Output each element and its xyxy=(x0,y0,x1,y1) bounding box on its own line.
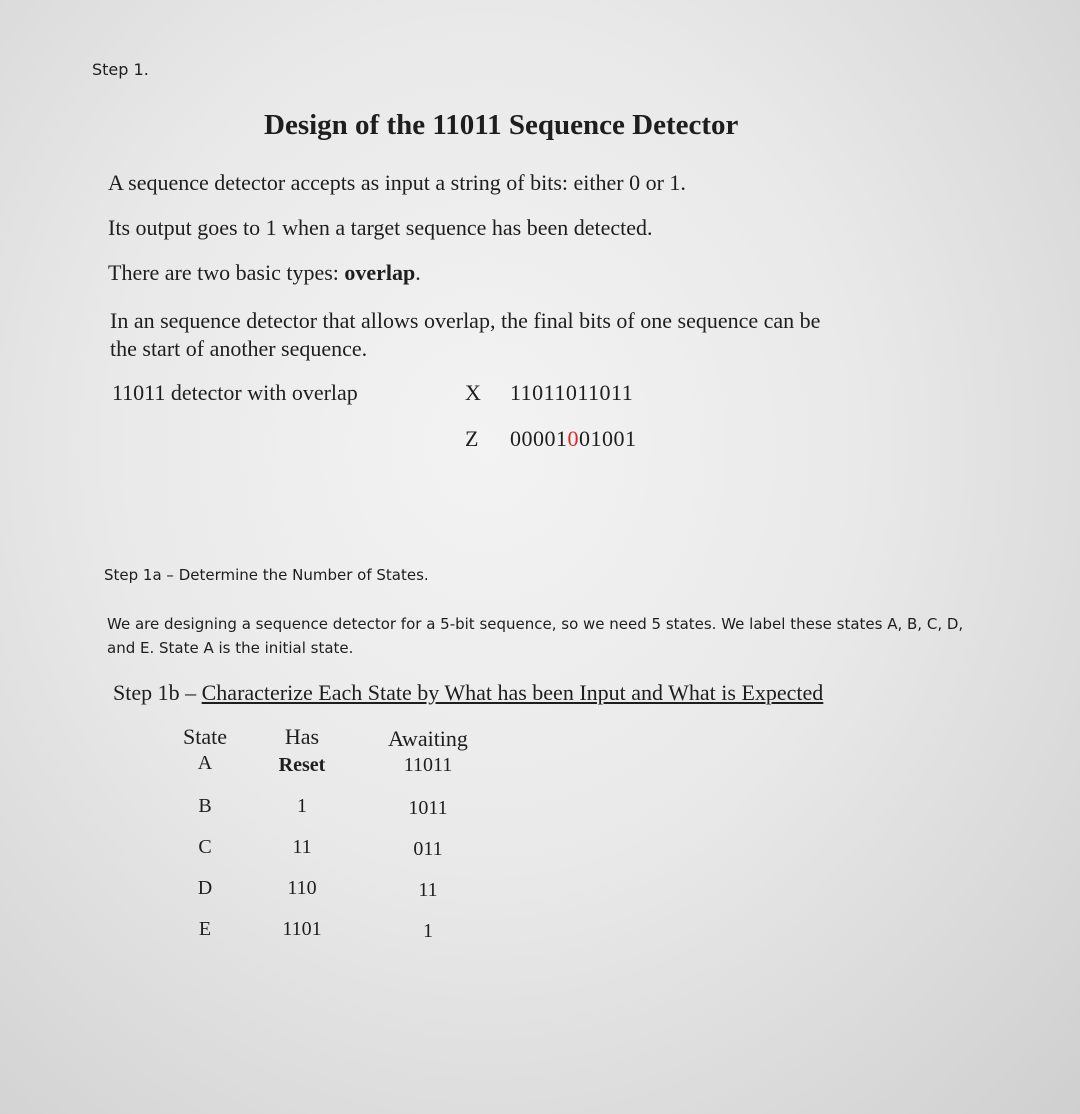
table-row-has: 1 xyxy=(297,795,307,817)
step-1a-text-line-2: and E. State A is the initial state. xyxy=(107,639,354,657)
z-value-part-3: 01001 xyxy=(579,426,637,451)
table-header-has: Has xyxy=(284,724,320,749)
table-row-awaiting: 11011 xyxy=(403,754,453,776)
step-1b-title: Characterize Each State by What has been Input and What is Expected xyxy=(201,680,824,705)
z-value-highlight: 0 xyxy=(567,426,579,451)
table-header-awaiting: Awaiting xyxy=(388,726,468,751)
x-label: X xyxy=(465,380,481,405)
table-row-state: C xyxy=(198,836,212,858)
paragraph-2: Its output goes to 1 when a target sequence has been detected. xyxy=(108,215,653,240)
x-value: 11011011011 xyxy=(510,380,634,405)
table-row-state: E xyxy=(198,918,212,940)
paragraph-4-line-1: In an sequence detector that allows overlap, the final bits of one sequence can be xyxy=(110,308,821,333)
paragraph-3-bold: overlap xyxy=(344,260,416,285)
table-row-awaiting: 1011 xyxy=(408,797,448,819)
table-row-awaiting: 011 xyxy=(413,838,443,860)
z-label: Z xyxy=(465,426,479,451)
paragraph-3 xyxy=(108,260,421,286)
step-label: Step 1. xyxy=(92,60,149,79)
table-row-awaiting: 11 xyxy=(418,879,438,901)
table-row-state: B xyxy=(198,795,212,817)
step-1b-heading xyxy=(113,680,823,706)
table-row-awaiting: 1 xyxy=(423,920,433,942)
table-row-has: 11 xyxy=(292,836,312,858)
paragraph-3-prefix: There are two basic types: xyxy=(108,260,345,285)
example-label: 11011 detector with overlap xyxy=(112,380,358,405)
step-1b-prefix: Step 1b – xyxy=(113,680,202,705)
paragraph-1: A sequence detector accepts as input a string of bits: either 0 or 1. xyxy=(108,170,686,195)
table-row-has: 110 xyxy=(287,877,317,899)
z-value-part-1: 00001 xyxy=(510,426,568,451)
table-row-has: Reset xyxy=(278,754,326,776)
table-row-has: 1101 xyxy=(282,918,322,940)
paragraph-3-suffix: . xyxy=(415,260,421,285)
document-title: Design of the 11011 Sequence Detector xyxy=(264,109,739,141)
step-1a-heading: Step 1a – Determine the Number of States. xyxy=(104,566,429,584)
step-1a-text-line-1: We are designing a sequence detector for a 5-bit sequence, so we need 5 states. We label these states A, B, C, D, xyxy=(107,615,964,633)
table-header-state: State xyxy=(183,724,227,749)
table-row-state: D xyxy=(197,877,213,899)
table-row-state: A xyxy=(197,752,213,774)
paragraph-4-line-2: the start of another sequence. xyxy=(110,336,368,361)
z-value xyxy=(510,426,637,452)
